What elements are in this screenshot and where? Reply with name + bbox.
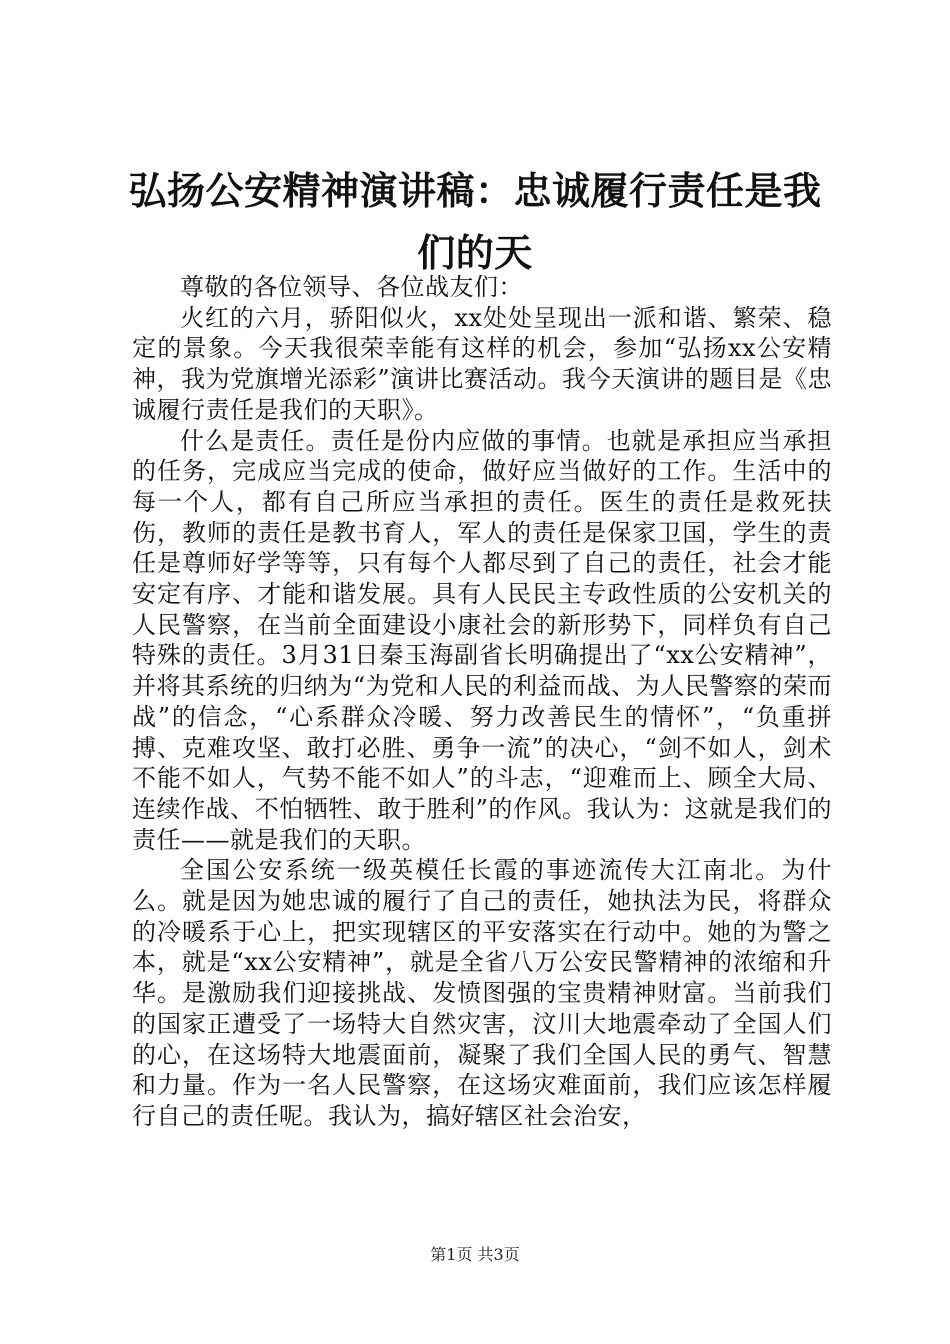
page-number-footer: 第1页 共3页 [430, 1245, 520, 1264]
document-body [132, 272, 832, 1132]
document-title: 弘扬公安精神演讲稿：忠诚履行责任是我们的天 [128, 169, 822, 275]
paragraph: 什么是责任。责任是份内应做的事情。也就是承担应当承担的任务，完成应当完成的使命，做好应当做好的工作。生活中的每一个人，都有自己所应当承担的责任。医生的责任是救死扶伤，教师的责任是教书育人，军人的责任是保家卫国，学生的责任是尊师好学等等，只有每个人都尽到了自己的责任，社会才能安定有序、才能和谐发展。具有人民民主专政性质的公安机关的人民警察，在当前全面建设小康社会的新形势下，同样负有自己特殊的责任。3月31日秦玉海副省长明确提出了“xx公安精神”，并将其系统的归纳为“为党和人民的利益而战、为人民警察的荣而战”的信念，“心系群众冷暖、努力改善民生的情怀”，“负重拼搏、克难攻坚、敢打必胜、勇争一流”的决心，“剑不如人，剑术不能不如人，气势不能不如人”的斗志，“迎难而上、顾全大局、连续作战、不怕牺牲、敢于胜利”的作风。我认为：这就是我们的责任——就是我们的天职。 [132, 426, 832, 854]
paragraph: 火红的六月，骄阳似火，xx处处呈现出一派和谐、繁荣、稳定的景象。今天我很荣幸能有这样的机会，参加“弘扬xx公安精神，我为党旗增光添彩”演讲比赛活动。我今天演讲的题目是《忠诚履行责任是我们的天职》。 [132, 303, 832, 424]
salutation: 尊敬的各位领导、各位战友们： [180, 273, 523, 301]
paragraph: 全国公安系统一级英模任长霞的事迹流传大江南北。为什么。就是因为她忠诚的履行了自己的责任，她执法为民，将群众的冷暖系于心上，把实现辖区的平安落实在行动中。她的为警之本，就是“xx公安精神”，就是全省八万公安民警精神的浓缩和升华。是激励我们迎接挑战、发愤图强的宝贵精神财富。当前我们的国家正遭受了一场特大自然灾害，汶川大地震牵动了全国人们的心，在这场特大地震面前，凝聚了我们全国人民的勇气、智慧和力量。作为一名人民警察，在这场灾难面前，我们应该怎样履行自己的责任呢。我认为，搞好辖区社会治安， [132, 856, 832, 1130]
